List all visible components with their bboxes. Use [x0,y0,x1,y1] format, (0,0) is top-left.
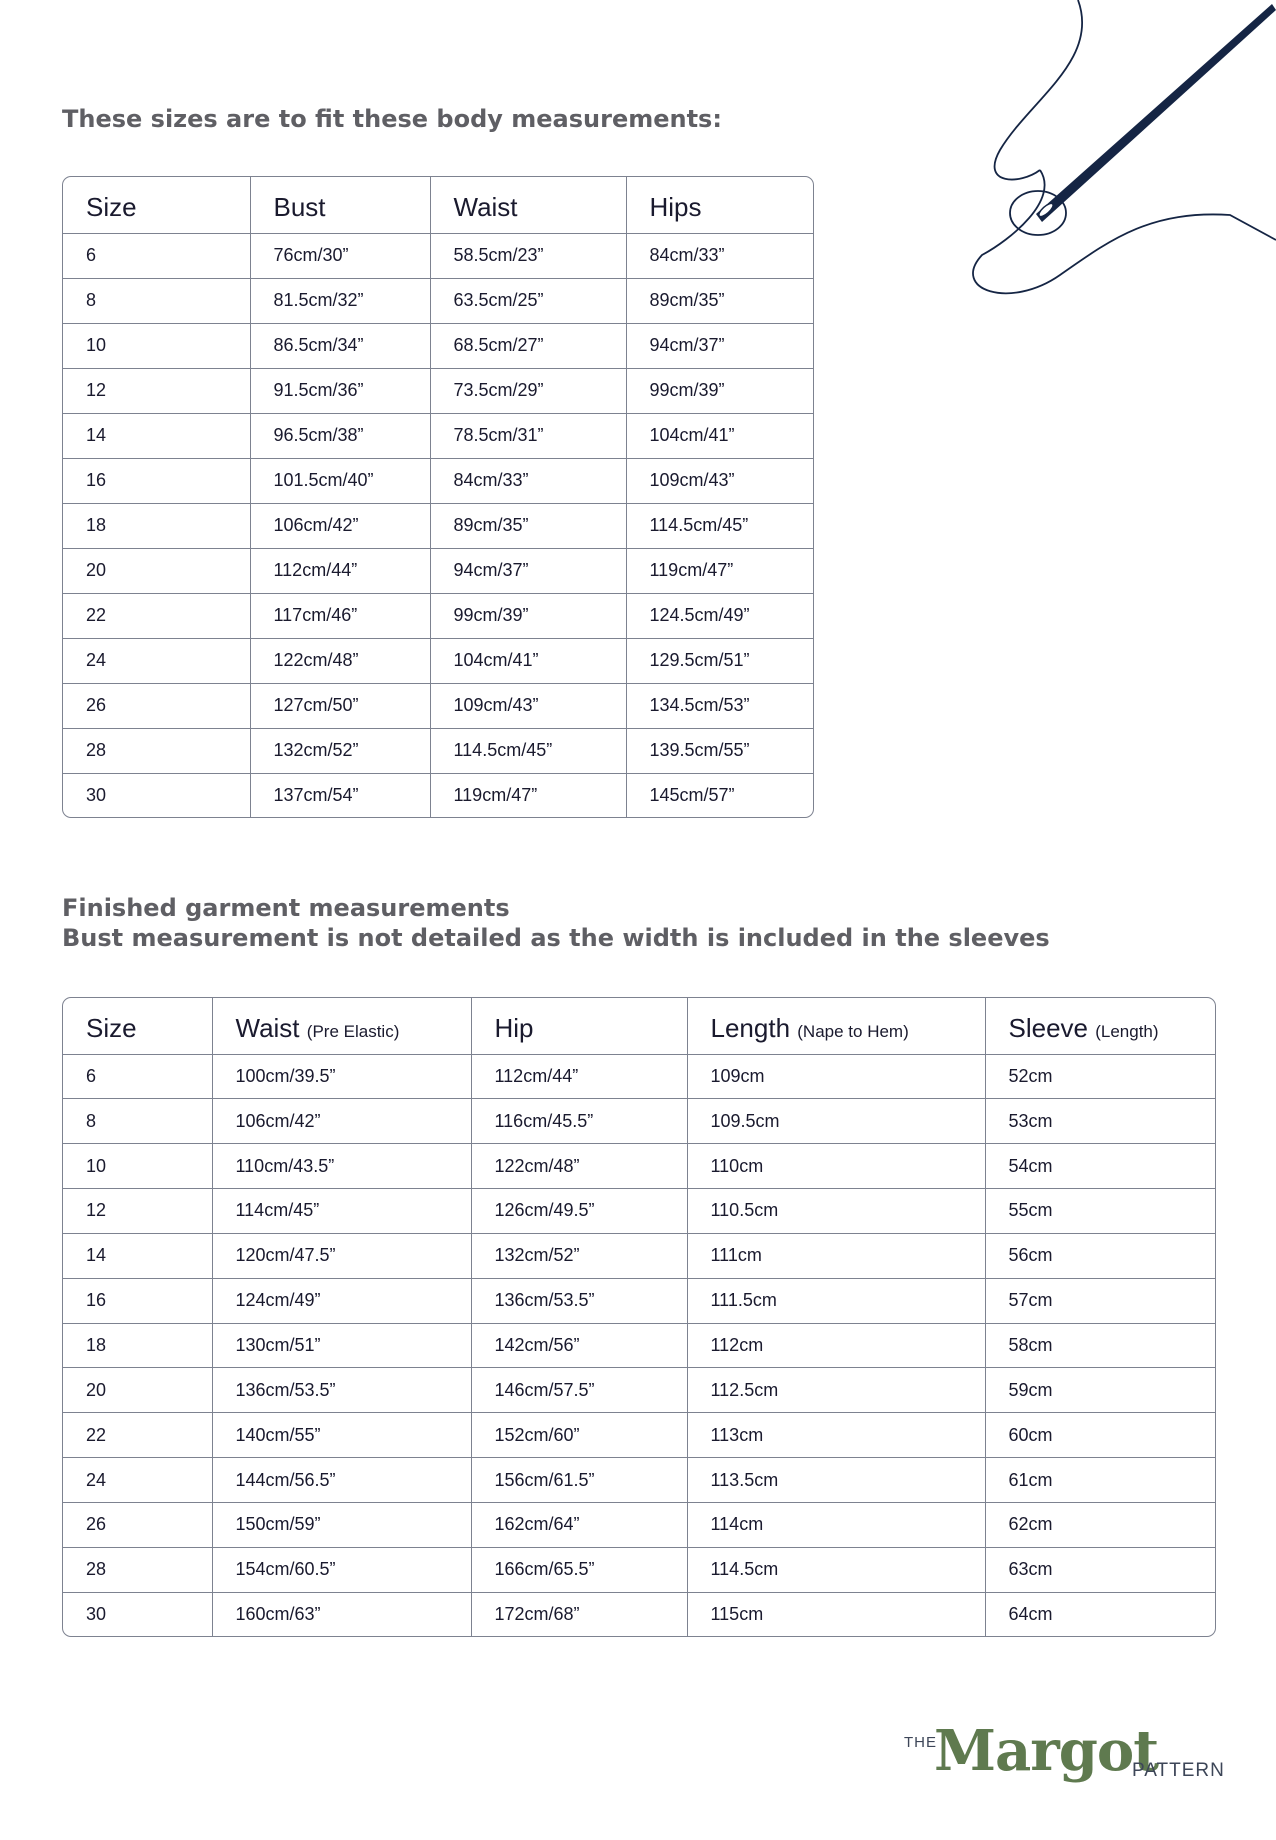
table-cell: 154cm/60.5” [212,1547,471,1592]
table-row [63,323,814,368]
table-cell: 112cm [687,1323,985,1368]
table-cell: 136cm/53.5” [212,1368,471,1413]
garment-measurements-table [62,997,1216,1637]
table-cell: 162cm/64” [471,1502,687,1547]
table-cell: 24 [63,1458,212,1503]
table-cell: 130cm/51” [212,1323,471,1368]
header-sub: (Length) [1095,1022,1159,1042]
needle-thread-icon [970,0,1276,310]
table-cell: 132cm/52” [471,1233,687,1278]
table-cell: 152cm/60” [471,1413,687,1458]
table-cell: 10 [63,1144,212,1189]
table-cell: 94cm/37” [430,548,626,593]
column-header-size: Size [63,177,250,233]
table-cell: 122cm/48” [471,1144,687,1189]
table-row [63,593,814,638]
table-row [63,1502,1216,1547]
table-row [63,233,814,278]
table-cell: 76cm/30” [250,233,430,278]
header-main: Size [86,1013,137,1044]
table-cell: 16 [63,458,250,503]
table-cell: 78.5cm/31” [430,413,626,458]
table-cell: 110cm/43.5” [212,1144,471,1189]
table-cell: 109.5cm [687,1099,985,1144]
garment-title-line2: Bust measurement is not detailed as the width is included in the sleeves [62,924,1050,952]
table-cell: 145cm/57” [626,773,814,817]
table-cell: 109cm/43” [430,683,626,728]
header-sub: (Nape to Hem) [797,1022,909,1042]
body-measurements-title: These sizes are to fit these body measurements: [62,105,722,133]
table-cell: 104cm/41” [626,413,814,458]
table-cell: 6 [63,1054,212,1099]
table-header-row [63,998,1216,1054]
table-row [63,638,814,683]
table-row [63,1278,1216,1323]
table-cell: 26 [63,683,250,728]
table-row [63,413,814,458]
table-cell: 106cm/42” [212,1099,471,1144]
table-cell: 124.5cm/49” [626,593,814,638]
table-cell: 89cm/35” [626,278,814,323]
table-cell: 14 [63,413,250,458]
table-cell: 120cm/47.5” [212,1233,471,1278]
table-cell: 109cm/43” [626,458,814,503]
table-cell: 114cm/45” [212,1189,471,1234]
table-row [63,1189,1216,1234]
table-cell: 172cm/68” [471,1592,687,1636]
table-cell: 96.5cm/38” [250,413,430,458]
table-cell: 99cm/39” [626,368,814,413]
table-cell: 58cm [985,1323,1216,1368]
logo-the: THE [904,1734,937,1751]
table-cell: 110.5cm [687,1189,985,1234]
column-header-hips: Hips [626,177,814,233]
table-row [63,278,814,323]
table-cell: 119cm/47” [626,548,814,593]
table-row [63,683,814,728]
table-cell: 146cm/57.5” [471,1368,687,1413]
table-cell: 112cm/44” [471,1054,687,1099]
table-cell: 132cm/52” [250,728,430,773]
table-cell: 129.5cm/51” [626,638,814,683]
table-cell: 150cm/59” [212,1502,471,1547]
table-cell: 110cm [687,1144,985,1189]
table-cell: 58.5cm/23” [430,233,626,278]
table-cell: 60cm [985,1413,1216,1458]
table-cell: 104cm/41” [430,638,626,683]
table-cell: 63.5cm/25” [430,278,626,323]
table-row [63,1592,1216,1636]
table-cell: 8 [63,278,250,323]
table-row [63,728,814,773]
table-cell: 52cm [985,1054,1216,1099]
table-cell: 126cm/49.5” [471,1189,687,1234]
table-cell: 59cm [985,1368,1216,1413]
table-cell: 18 [63,503,250,548]
table-row [63,1323,1216,1368]
table-cell: 101.5cm/40” [250,458,430,503]
table-cell: 24 [63,638,250,683]
table-cell: 12 [63,368,250,413]
table-row [63,1144,1216,1189]
table-row [63,548,814,593]
table-cell: 100cm/39.5” [212,1054,471,1099]
table-cell: 73.5cm/29” [430,368,626,413]
header-main: Length [710,1013,791,1044]
table-cell: 156cm/61.5” [471,1458,687,1503]
table-cell: 134.5cm/53” [626,683,814,728]
table-cell: 142cm/56” [471,1323,687,1368]
table-cell: 99cm/39” [430,593,626,638]
table-cell: 63cm [985,1547,1216,1592]
column-header-size [63,998,212,1054]
table-cell: 55cm [985,1189,1216,1234]
table-cell: 111cm [687,1233,985,1278]
table-cell: 22 [63,593,250,638]
logo-name: Margot [934,1718,1159,1784]
table-row [63,773,814,817]
table-cell: 124cm/49” [212,1278,471,1323]
header-main: Waist [235,1013,300,1044]
table-cell: 160cm/63” [212,1592,471,1636]
table-row [63,1054,1216,1099]
table-cell: 8 [63,1099,212,1144]
table-cell: 91.5cm/36” [250,368,430,413]
table-cell: 113.5cm [687,1458,985,1503]
header-main: Hip [494,1013,534,1044]
table-cell: 127cm/50” [250,683,430,728]
table-cell: 54cm [985,1144,1216,1189]
table-cell: 137cm/54” [250,773,430,817]
table-cell: 114.5cm/45” [430,728,626,773]
table-cell: 22 [63,1413,212,1458]
table-row [63,1233,1216,1278]
table-cell: 14 [63,1233,212,1278]
table-cell: 86.5cm/34” [250,323,430,368]
table-cell: 122cm/48” [250,638,430,683]
table-cell: 166cm/65.5” [471,1547,687,1592]
table-cell: 57cm [985,1278,1216,1323]
header-sub: (Pre Elastic) [306,1022,400,1042]
table-row [63,1413,1216,1458]
table-row [63,1547,1216,1592]
table-cell: 139.5cm/55” [626,728,814,773]
table-cell: 114cm [687,1502,985,1547]
table-cell: 144cm/56.5” [212,1458,471,1503]
table-cell: 106cm/42” [250,503,430,548]
table-cell: 112cm/44” [250,548,430,593]
table-cell: 117cm/46” [250,593,430,638]
column-header-sleeve [985,998,1216,1054]
garment-title-line1: Finished garment measurements [62,894,510,922]
column-header-waist: Waist [430,177,626,233]
table-cell: 115cm [687,1592,985,1636]
table-cell: 6 [63,233,250,278]
table-cell: 20 [63,1368,212,1413]
table-cell: 20 [63,548,250,593]
garment-measurements-title [62,893,1050,953]
table-cell: 113cm [687,1413,985,1458]
table-cell: 12 [63,1189,212,1234]
table-cell: 111.5cm [687,1278,985,1323]
table-cell: 28 [63,1547,212,1592]
table-cell: 30 [63,773,250,817]
header-main: Sleeve [1008,1013,1088,1044]
column-header-hip [471,998,687,1054]
table-cell: 28 [63,728,250,773]
table-cell: 114.5cm/45” [626,503,814,548]
table-cell: 114.5cm [687,1547,985,1592]
table-row [63,458,814,503]
table-cell: 116cm/45.5” [471,1099,687,1144]
table-row [63,1099,1216,1144]
table-cell: 10 [63,323,250,368]
table-row [63,368,814,413]
table-cell: 16 [63,1278,212,1323]
table-cell: 68.5cm/27” [430,323,626,368]
table-row [63,1458,1216,1503]
table-cell: 64cm [985,1592,1216,1636]
table-cell: 140cm/55” [212,1413,471,1458]
table-cell: 61cm [985,1458,1216,1503]
table-cell: 62cm [985,1502,1216,1547]
table-header-row [63,177,814,233]
column-header-bust: Bust [250,177,430,233]
table-cell: 81.5cm/32” [250,278,430,323]
column-header-waist [212,998,471,1054]
margot-pattern-logo [904,1718,1225,1798]
table-cell: 84cm/33” [626,233,814,278]
table-cell: 26 [63,1502,212,1547]
table-row [63,1368,1216,1413]
table-row [63,503,814,548]
table-cell: 94cm/37” [626,323,814,368]
table-cell: 30 [63,1592,212,1636]
table-cell: 89cm/35” [430,503,626,548]
table-cell: 112.5cm [687,1368,985,1413]
table-cell: 136cm/53.5” [471,1278,687,1323]
table-cell: 119cm/47” [430,773,626,817]
table-cell: 53cm [985,1099,1216,1144]
column-header-length [687,998,985,1054]
body-measurements-table [62,176,814,818]
table-cell: 109cm [687,1054,985,1099]
table-cell: 56cm [985,1233,1216,1278]
logo-pattern: PATTERN [1132,1760,1225,1781]
table-cell: 84cm/33” [430,458,626,503]
table-cell: 18 [63,1323,212,1368]
